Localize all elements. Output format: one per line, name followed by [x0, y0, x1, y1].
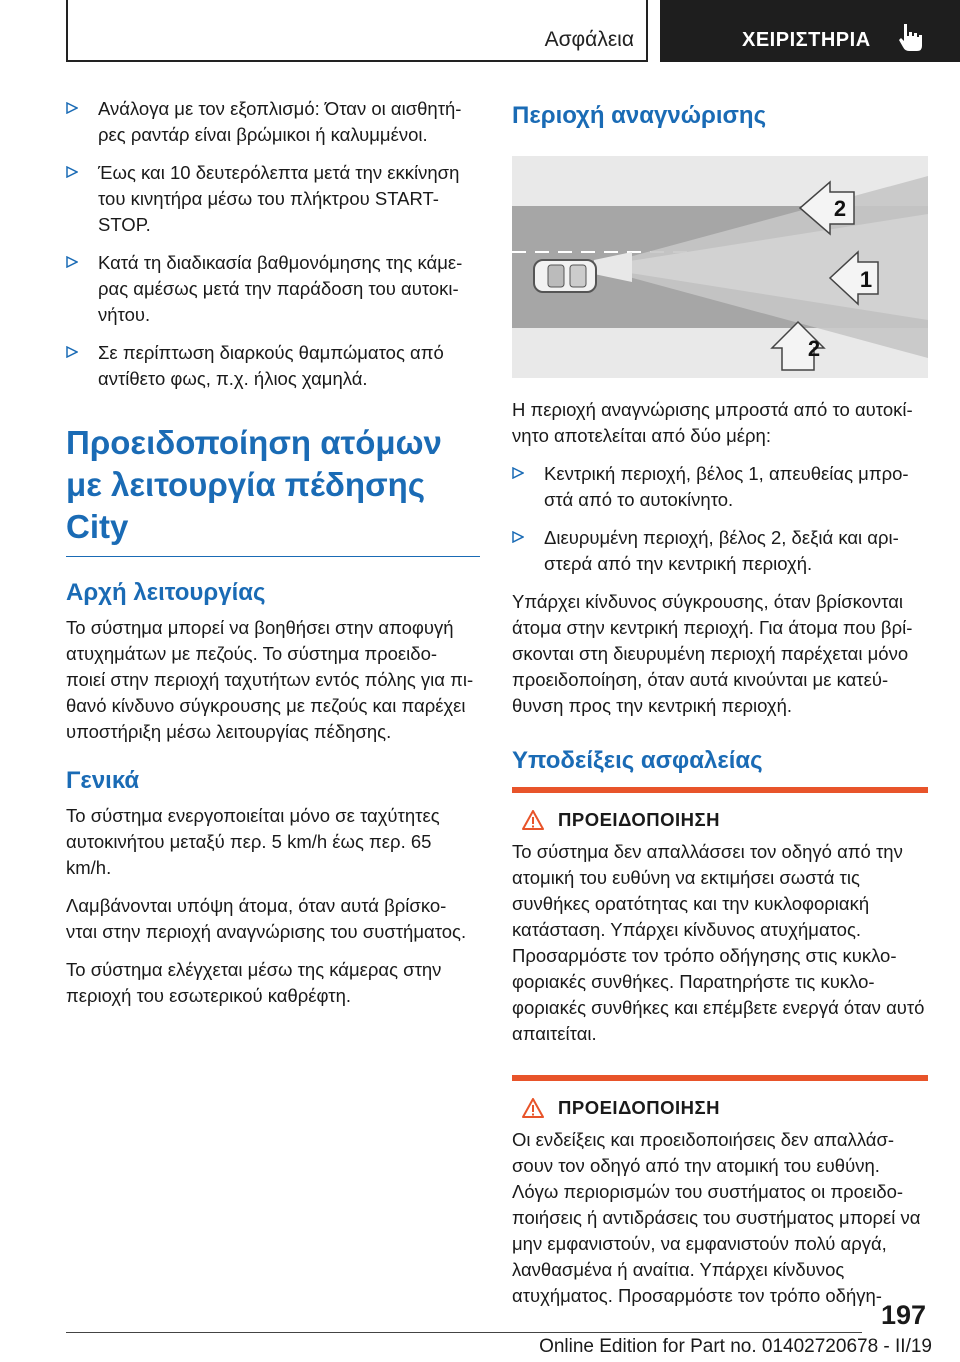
list-item — [66, 96, 480, 148]
list-item-text: Κεντρική περιοχή, βέλος 1, απευθείας μπρο- στά από το αυτοκίνητο. — [544, 463, 909, 510]
general-paragraph-1: Το σύστημα ενεργοποιείται μόνο σε ταχύτητες αυτοκινήτου μεταξύ περ. 5 km/h έως περ. 65 km/h. — [66, 805, 440, 878]
principle-heading: Αρχή λειτουργίας — [66, 579, 266, 606]
list-item-text: Κατά τη διαδικασία βαθμονόμησης της κάμε- ρας αμέσως μετά την παράδοση του αυτοκι- νήτου. — [98, 252, 463, 325]
list-item-text: Σε περίπτωση διαρκούς θαμπώματος από αντίθετο φως, π.χ. ήλιος χαμηλά. — [98, 342, 444, 389]
triangle-bullet-icon — [66, 166, 78, 178]
list-item-text: Έως και 10 δευτερόλεπτα μετά την εκκίνηση του κινητήρα μέσω του πλήκτρου START- STOP. — [98, 162, 460, 235]
warning-title-text: ΠΡΟΕΙΔΟΠΟΙΗΣΗ — [558, 1097, 720, 1118]
arrow-center-label: 1 — [859, 267, 873, 292]
header-manual-label: ΧΕΙΡΙΣΤΗΡΙΑ — [742, 29, 871, 51]
general-heading: Γενικά — [66, 767, 140, 794]
triangle-bullet-icon — [66, 256, 78, 268]
warning-triangle-icon — [522, 1098, 544, 1118]
warning-triangle-icon — [522, 810, 544, 830]
general-paragraph-3: Το σύστημα ελέγχεται μέσω της κάμερας στην περιοχή του εσωτερικού καθρέφτη. — [66, 959, 442, 1006]
general-paragraph-2: Λαμβάνονται υπόψη άτομα, όταν αυτά βρίσκο- νται στην περιοχή αναγνώρισης του συστήματος. — [66, 895, 467, 942]
car-icon — [534, 260, 596, 292]
detection-intro: Η περιοχή αναγνώρισης μπροστά από το αυτοκί- νητο αποτελείται από δύο μέρη: — [512, 399, 913, 446]
header-section-title: Ασφάλεια — [544, 28, 634, 51]
warning-text: Οι ενδείξεις και προειδοποιήσεις δεν απαλλάσ- σουν τον οδηγό από την ατομική του ευθύνη. Λόγω περιορισμών του συστήματος οι προειδο- ποιήσεις ή αντιδράσεις του συστήματος μπορεί να μην εμφανιστούν, να εμφανιστούν πολύ αργά, λανθασμένα ή αναίτια. Υπάρχει κίνδυνος ατυχήματος. Προσαρμόστε τον τρόπο οδήγη- — [512, 1129, 921, 1306]
header-manual-tab — [660, 0, 960, 62]
footer-divider — [66, 1332, 862, 1333]
main-heading: Προειδοποίηση ατόμων με λειτουργία πέδησης City — [66, 422, 480, 557]
list-item — [512, 461, 928, 513]
list-item — [512, 525, 928, 577]
warning-text: Το σύστημα δεν απαλλάσσει τον οδηγό από την ατομική του ευθύνη να εκτιμήσει σωστά τις συνθήκες ορατότητας και την κυκλοφοριακή κατάσταση. Υπάρχει κίνδυνος ατυχήματος. Προσαρμόστε τον τρόπο οδήγησης στις κυκλο- φοριακές συνθήκες. Παρατηρήστε τις κυκλο- φοριακές συνθήκες και επέμβετε ενεργά όταν αυτό απαιτείται. — [512, 841, 925, 1044]
left-column — [66, 96, 480, 1021]
list-item — [66, 160, 480, 238]
triangle-bullet-icon — [512, 467, 524, 479]
pointing-hand-icon — [898, 22, 924, 52]
detection-area-heading: Περιοχή αναγνώρισης — [512, 102, 767, 129]
warning-title-text: ΠΡΟΕΙΔΟΠΟΙΗΣΗ — [558, 809, 720, 830]
safety-heading: Υποδείξεις ασφαλείας — [512, 747, 763, 774]
header-section-tab — [66, 0, 648, 62]
detection-text: Υπάρχει κίνδυνος σύγκρουσης, όταν βρίσκονται άτομα στην κεντρική περιοχή. Για άτομα που βρί- σκονται στη διευρυμένη περιοχή παρέχεται μόνο προειδοποίηση, όταν αυτά κινούνται με κατεύ- θυνση προς την κεντρική περιοχή. — [512, 591, 913, 716]
triangle-bullet-icon — [66, 102, 78, 114]
warning-title — [512, 1097, 928, 1119]
list-item-text: Διευρυμένη περιοχή, βέλος 2, δεξιά και αρι- στερά από την κεντρική περιοχή. — [544, 527, 899, 574]
list-item-text: Ανάλογα με τον εξοπλισμό: Όταν οι αισθητή- ρες ραντάρ είναι βρώμικοι ή καλυμμένοι. — [98, 98, 462, 145]
warning-bar — [512, 1075, 928, 1081]
list-item — [66, 250, 480, 328]
triangle-bullet-icon — [512, 531, 524, 543]
warning-box-1 — [512, 787, 928, 1047]
arrow-bottom-label: 2 — [807, 336, 821, 361]
warning-bar — [512, 787, 928, 793]
footer-edition: Online Edition for Part no. 01402720678 - II/19 — [539, 1336, 932, 1357]
right-column — [512, 96, 928, 1309]
page-number: 197 — [880, 1300, 926, 1330]
principle-text: Το σύστημα μπορεί να βοηθήσει στην αποφυγή ατυχημάτων με πεζούς. Το σύστημα προειδο- ποιεί στην περιοχή ταχυτήτων εντός πόλης για πι- θανό κίνδυνο σύγκρουσης με πεζούς και παρέχει υποστήριξη μέσω λειτουργίας πέδησης. — [66, 617, 474, 742]
warning-box-2 — [512, 1075, 928, 1309]
list-item — [66, 340, 480, 392]
triangle-bullet-icon — [66, 346, 78, 358]
warning-title — [512, 809, 928, 831]
arrow-top-label: 2 — [833, 196, 847, 221]
detection-area-diagram — [512, 156, 928, 378]
